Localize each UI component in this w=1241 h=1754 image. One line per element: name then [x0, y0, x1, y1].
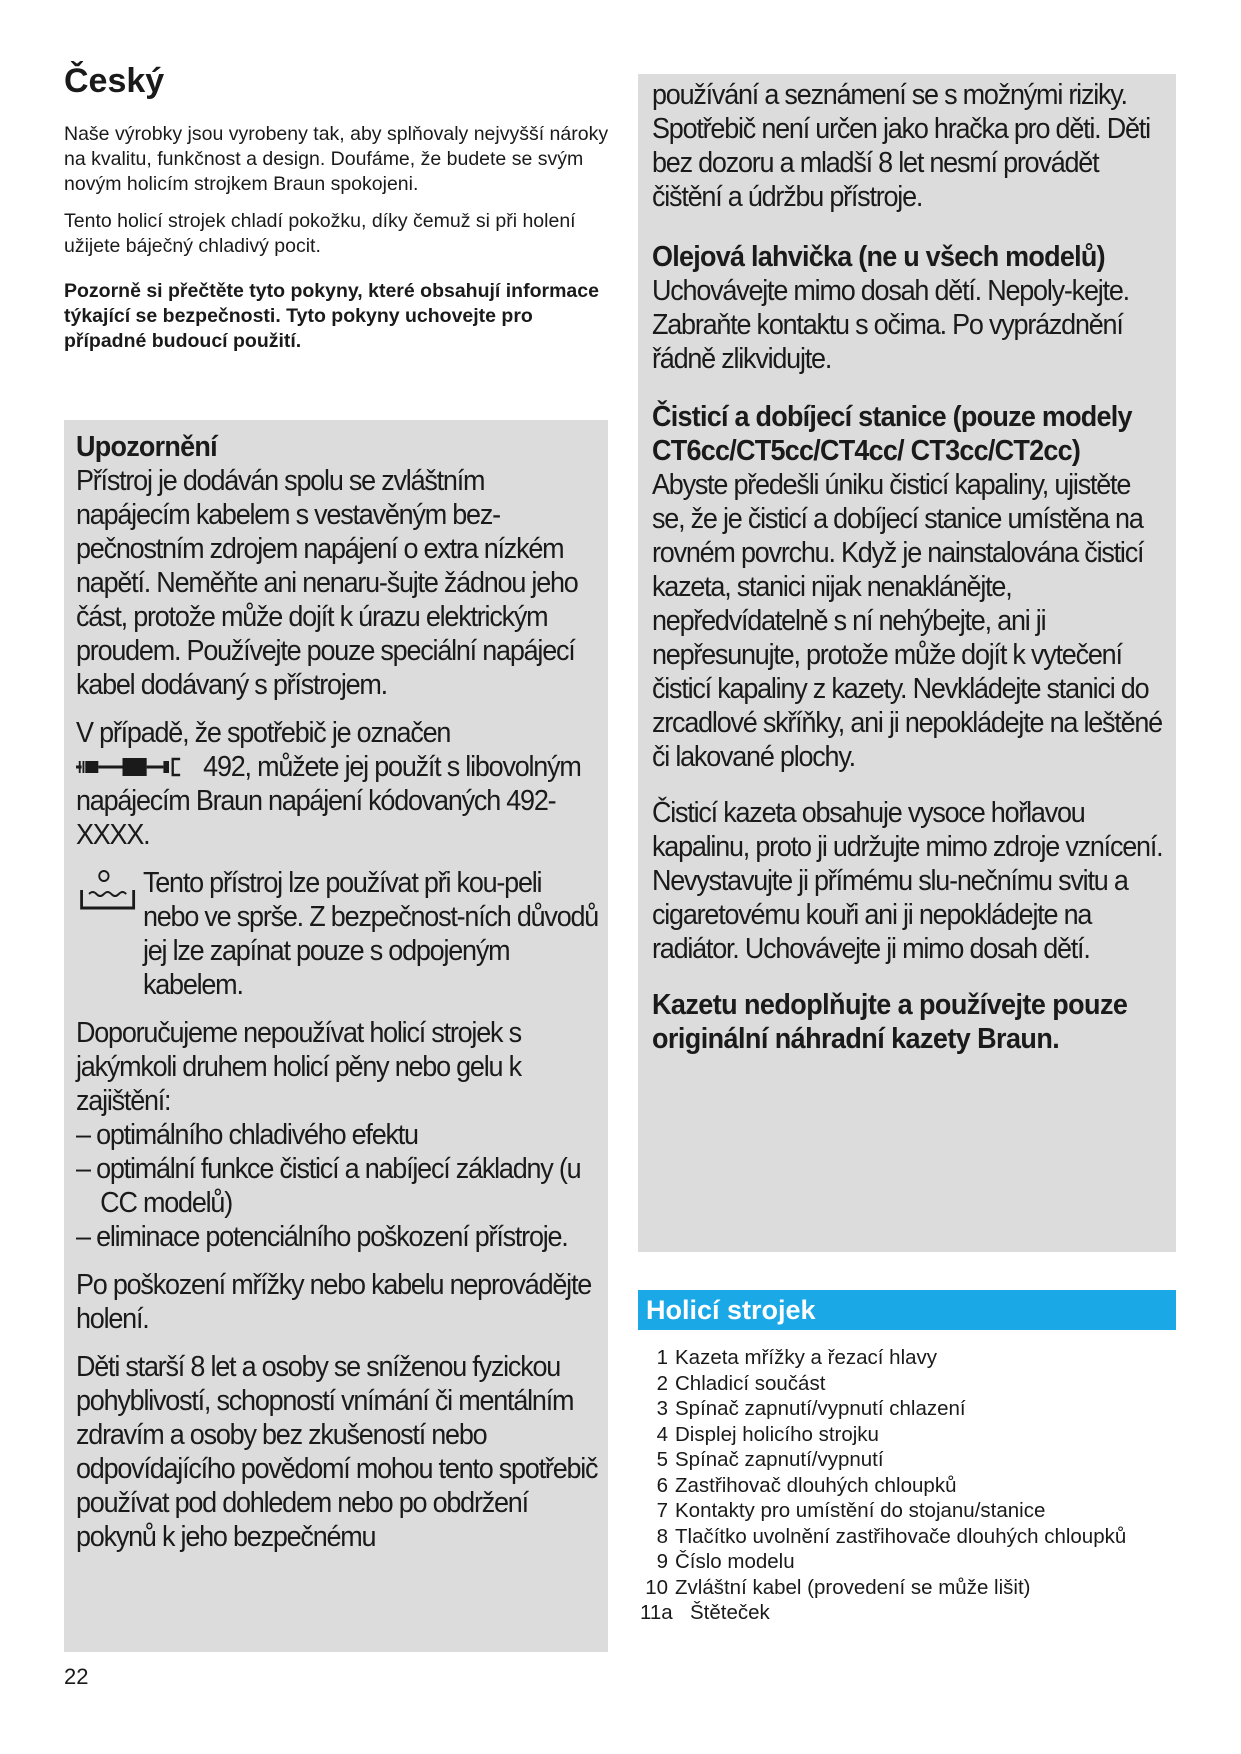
- part-number: 8: [656, 1524, 668, 1548]
- right-paragraph-1: používání a seznámení se s možnými riziky. Spotřebič není určen jako hračka pro děti. Děti bez dozoru a mladší 8 let nesmí provádět čištění a údržbu přístroje.: [652, 79, 1150, 213]
- part-number: 4: [656, 1422, 668, 1446]
- safety-continued-box: [638, 74, 1176, 1252]
- list-item: [640, 1345, 1180, 1371]
- list-item: [640, 1396, 1180, 1422]
- list-item: [640, 1422, 1180, 1448]
- part-label: Štěteček: [690, 1601, 770, 1624]
- power-supply-icon: [76, 755, 197, 779]
- list-item: – optimální funkce čisticí a nabíjecí základny (u CC modelů): [76, 1153, 581, 1219]
- bathtub-shower-icon: [76, 868, 141, 918]
- part-label: Displej holicího strojku: [675, 1422, 879, 1446]
- part-label: Tlačítko uvolnění zastřihovače dlouhých chloupků: [675, 1524, 1127, 1548]
- part-label: Spínač zapnutí/vypnutí chlazení: [675, 1397, 966, 1420]
- part-number: 1: [656, 1346, 668, 1369]
- part-label: Kontakty pro umístění do stojanu/stanice: [675, 1499, 1046, 1522]
- bath-shower-note: [76, 866, 598, 1002]
- page-title: Český: [64, 62, 165, 100]
- cartridge-bold-warning: Kazetu nedoplňujte a používejte pouze originální náhradní kazety Braun.: [652, 989, 1128, 1055]
- station-heading: Čisticí a dobíjecí stanice (pouze modely CT6cc/CT5cc/CT4cc/ CT3cc/CT2cc): [652, 401, 1132, 467]
- part-number: 11a: [640, 1601, 673, 1624]
- warning-paragraph-6: Děti starší 8 let a osoby se sníženou fyzickou pohyblivostí, schopností vnímání či mentálním zdravím a osoby bez zkušeností nebo odpovídajícího povědomí mohou tento spotřebič používat pod dohledem nebo po obdržení pokynů k jeho bezpečnému: [76, 1351, 598, 1553]
- warning-paragraph-2: [76, 716, 598, 852]
- part-label: Chladicí součást: [675, 1371, 826, 1395]
- warning-heading: Upozornění: [76, 431, 217, 463]
- oil-heading: Olejová lahvička (ne u všech modelů): [652, 241, 1105, 273]
- list-item: [640, 1473, 1180, 1499]
- part-label: Spínač zapnutí/vypnutí: [675, 1448, 884, 1471]
- list-item: [640, 1600, 1180, 1626]
- page-number: 22: [64, 1664, 89, 1689]
- warning-paragraph-1: Přístroj je dodáván spolu se zvláštním napájecím kabelem s vestavěným bez-pečnostním zdrojem napájení o extra nízkém napětí. Neměňte ani nenaru-šujte žádnou jeho část, protože může dojít k úrazu elektrickým proudem. Používejte pouze speciální napájecí kabel dodávaný s přístrojem.: [76, 465, 578, 701]
- part-number: 7: [656, 1499, 668, 1522]
- intro-paragraph-1: Naše výrobky jsou vyrobeny tak, aby splňovaly nejvyšší nároky na kvalitu, funkčnost a design. Doufáme, že budete se svým novým holicím strojkem Braun spokojeni.: [64, 123, 609, 195]
- warning-box: [64, 420, 608, 1652]
- part-label: Zastřihovač dlouhých chloupků: [675, 1473, 957, 1497]
- bath-shower-text: Tento přístroj lze používat při kou-peli nebo ve sprše. Z bezpečnost-ních důvodů jej lze zapínat pouze s odpojeným kabelem.: [142, 867, 599, 1001]
- list-item: – eliminace potenciálního poškození přístroje.: [76, 1221, 568, 1253]
- part-number: 6: [656, 1473, 668, 1497]
- intro-text: [64, 122, 609, 366]
- cartridge-text: Čisticí kazeta obsahuje vysoce hořlavou kapalinu, proto ji udržujte mimo zdroje vznícení. Nevystavujte ji přímému slu-nečnímu svitu a cigaretovému kouři ani ji nepokládejte na radiátor. Uchovávejte ji mimo dosah dětí.: [652, 797, 1163, 965]
- intro-paragraph-2: Tento holicí strojek chladí pokožku, díky čemuž si při holení užijete báječný chladivý pocit.: [64, 210, 576, 257]
- oil-text: Uchovávejte mimo dosah dětí. Nepoly-kejte. Zabraňte kontaktu s očima. Po vyprázdnění řádně zlikvidujte.: [652, 275, 1129, 375]
- station-text: Abyste předešli úniku čisticí kapaliny, ujistěte se, že je čisticí a dobíjecí stanice umístěna na rovném povrchu. Když je nainstalována čisticí kazeta, stanici nijak nenaklánějte, nepředvídatelně s ní nehýbejte, ani ji nepřesunujte, protože může dojít k vytečení čisticí kapaliny z kazety. Nevkládejte stanici do zrcadlové skříňky, ani ji nepokládejte na leštěné či lakované plochy.: [652, 469, 1162, 773]
- part-number: 5: [656, 1448, 668, 1471]
- list-item: [640, 1524, 1180, 1550]
- list-item: [640, 1371, 1180, 1397]
- list-item: [640, 1447, 1180, 1473]
- list-item: [640, 1498, 1180, 1524]
- part-label: Zvláštní kabel (provedení se může lišit): [675, 1575, 1031, 1599]
- list-item: [640, 1549, 1180, 1575]
- intro-safety-note: Pozorně si přečtěte tyto pokyny, které obsahují informace týkající se bezpečnosti. Tyto pokyny uchovejte pro případné budoucí použití.: [64, 280, 599, 352]
- warning-paragraph-5: Po poškození mřížky nebo kabelu neprovádějte holení.: [76, 1269, 592, 1335]
- part-number: 3: [656, 1397, 668, 1420]
- part-label: Kazeta mřížky a řezací hlavy: [675, 1346, 938, 1369]
- warning-paragraph-2-start: V případě, že spotřebič je označen: [76, 717, 451, 749]
- section-header-shaver: Holicí strojek: [638, 1290, 1176, 1330]
- warning-paragraph-4: Doporučujeme nepoužívat holicí strojek s jakýmkoli druhem holicí pěny nebo gelu k zajištění:: [76, 1017, 521, 1117]
- part-number: 9: [656, 1550, 668, 1573]
- part-number: 2: [656, 1371, 668, 1395]
- part-number: 10: [645, 1575, 668, 1599]
- list-item: – optimálního chladivého efektu: [76, 1119, 418, 1151]
- warning-paragraph-2-end: 492, můžete jej použít s libovolným napájecím Braun napájení kódovaných 492-XXXX.: [76, 751, 581, 851]
- list-item: [640, 1575, 1180, 1601]
- parts-list: [640, 1345, 1180, 1626]
- foam-gel-list: [76, 1118, 598, 1254]
- part-label: Číslo modelu: [675, 1550, 795, 1573]
